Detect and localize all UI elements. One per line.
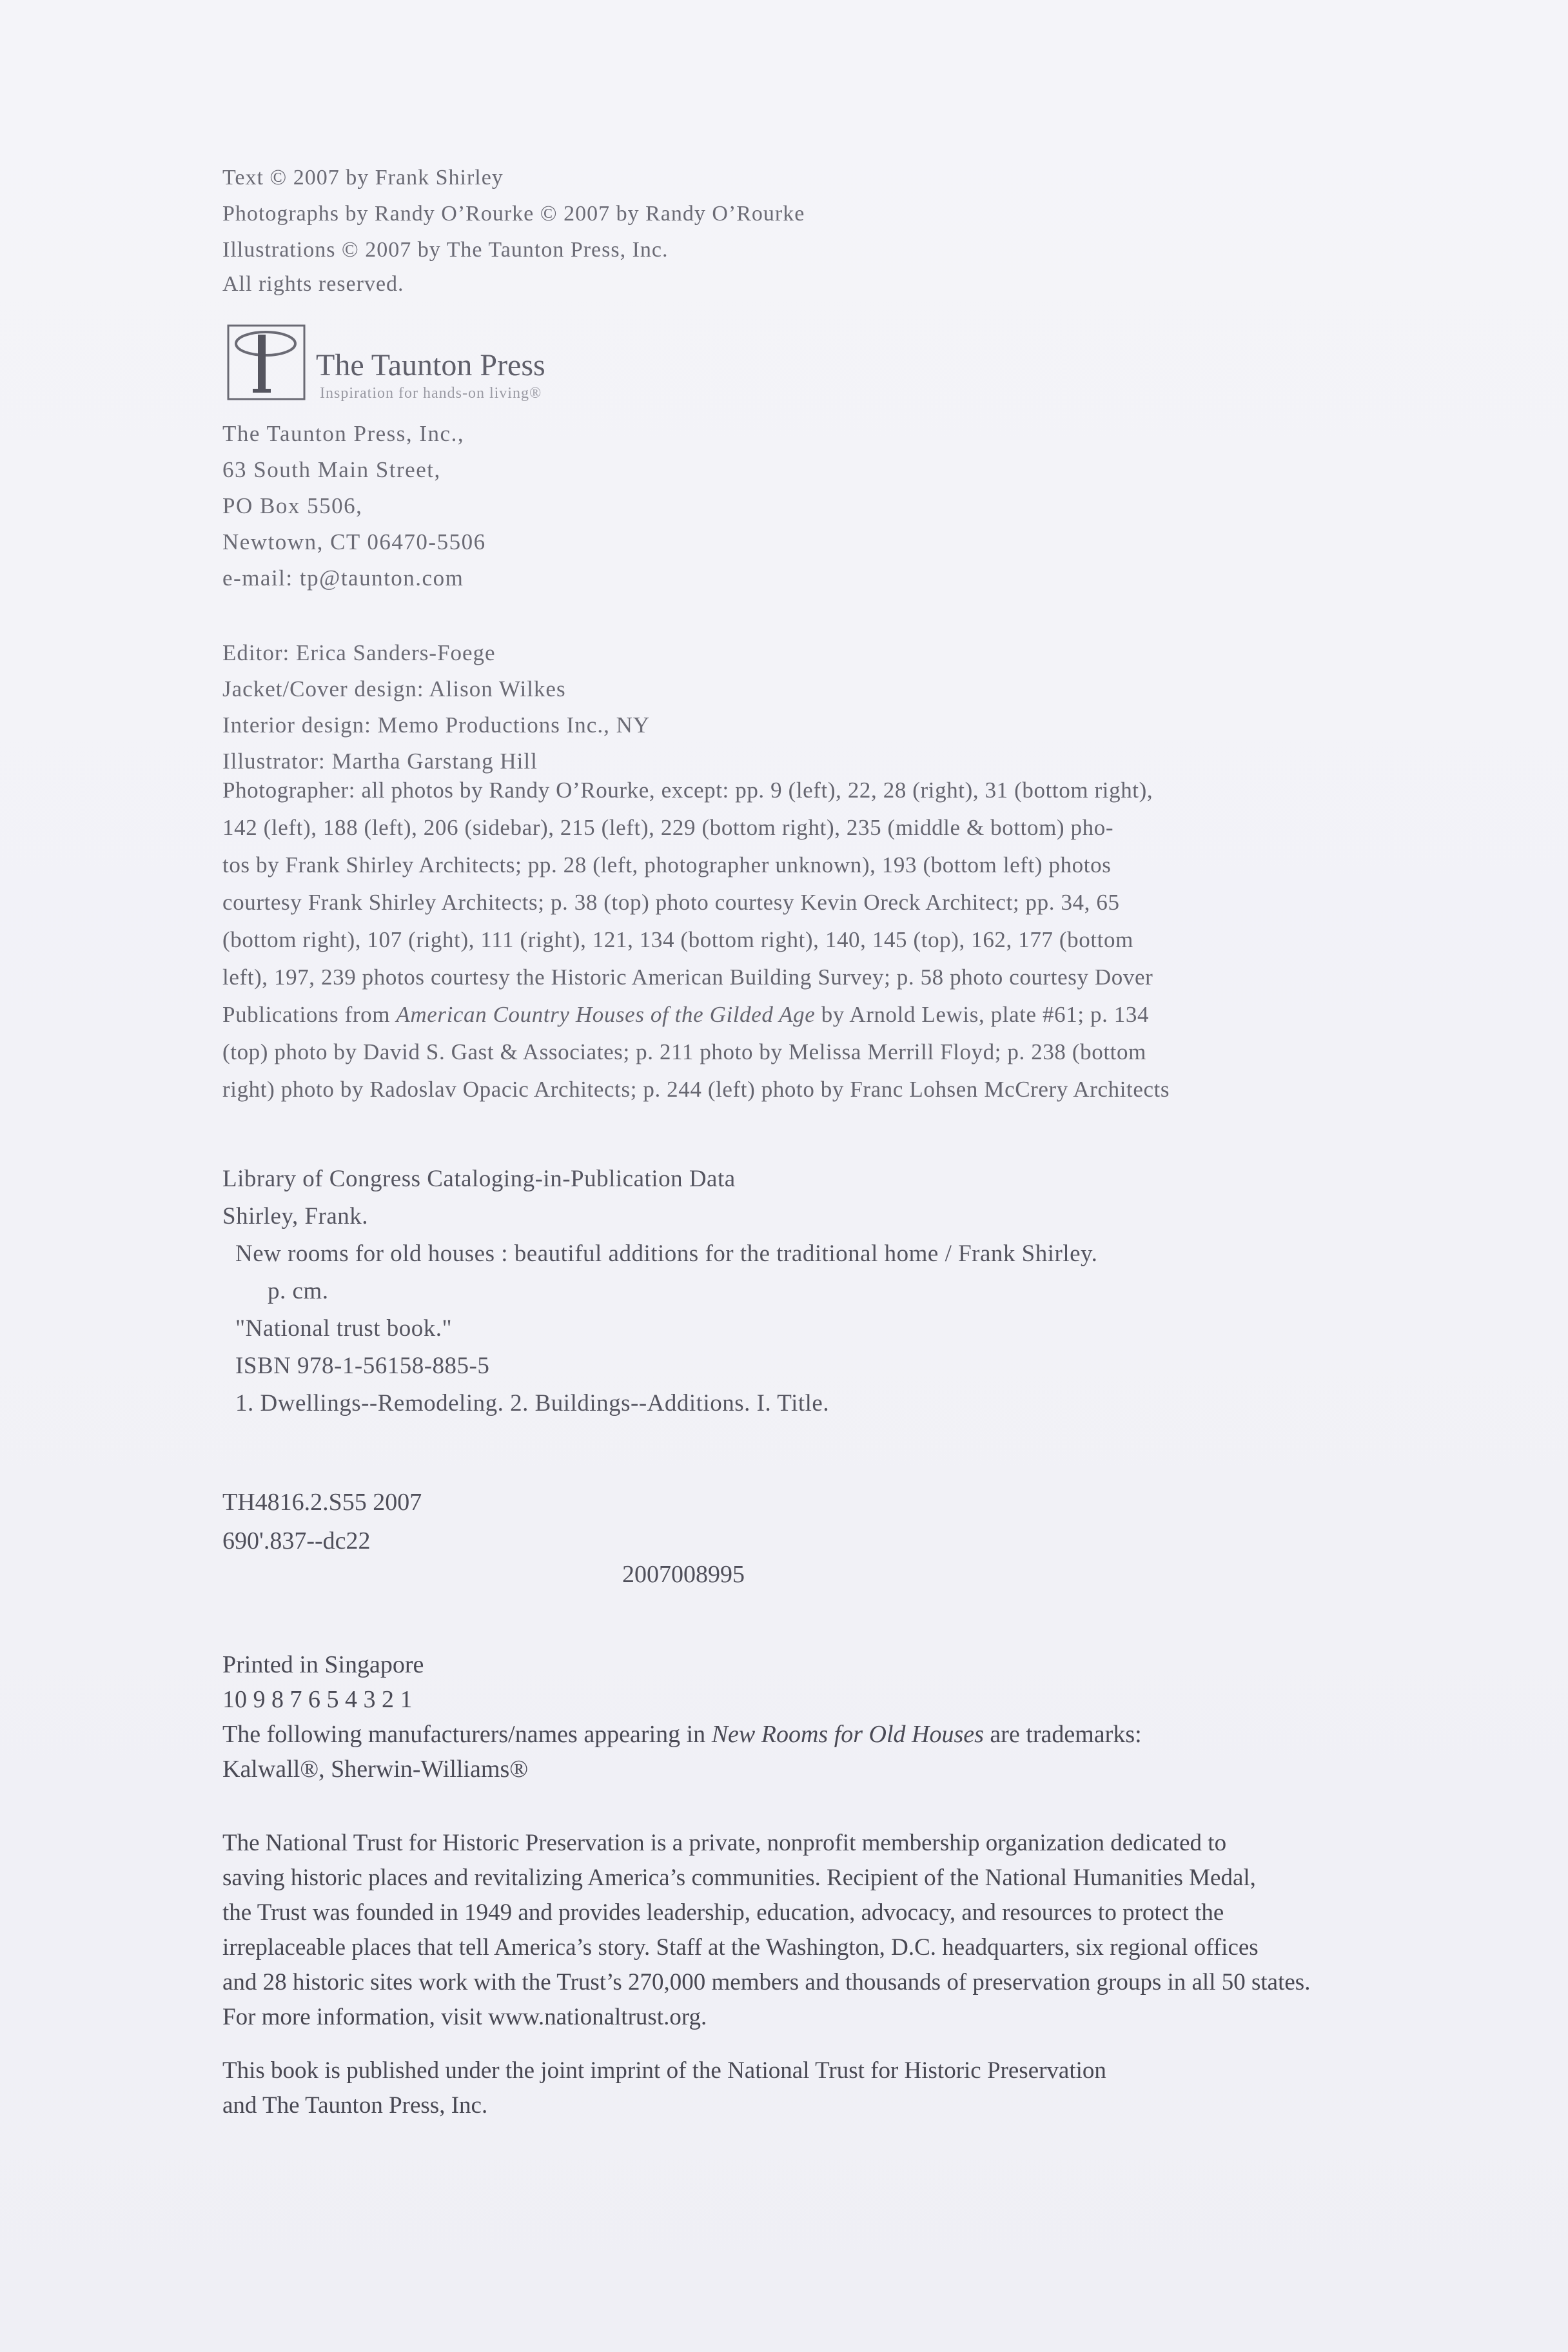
book-title-italic: New Rooms for Old Houses <box>711 1721 984 1748</box>
address-line: PO Box 5506, <box>222 493 363 518</box>
publisher-name: The Taunton Press <box>316 348 545 382</box>
trademarks-text: The following manufacturers/names appearing in <box>222 1721 712 1748</box>
email-line: e-mail: tp@taunton.com <box>222 565 464 591</box>
copyright-text-line: Text © 2007 by Frank Shirley <box>222 166 504 190</box>
photo-credit-line: 142 (left), 188 (left), 206 (sidebar), 215 (left), 229 (bottom right), 235 (middle & bottom) pho- <box>222 815 1114 840</box>
address-line: The Taunton Press, Inc., <box>222 421 465 446</box>
taunton-press-logo-icon <box>227 324 306 400</box>
cataloging-in-publication-data <box>222 1161 1097 1422</box>
imprint-line: and The Taunton Press, Inc. <box>222 2092 488 2119</box>
photo-credit-line: (bottom right), 107 (right), 111 (right), 121, 134 (bottom right), 140, 145 (top), 162, 177 (bottom <box>222 927 1133 952</box>
photo-credit-line: left), 197, 239 photos courtesy the Historic American Building Survey; p. 58 photo courtesy Dover <box>222 965 1153 990</box>
printed-in: Printed in Singapore <box>222 1651 424 1678</box>
copyright-illustrations-line: Illustrations © 2007 by The Taunton Press, Inc. <box>222 238 669 262</box>
copyright-photographs-line: Photographs by Randy O’Rourke © 2007 by Randy O’Rourke <box>222 202 805 226</box>
dewey-number: 690'.837--dc22 <box>222 1527 371 1554</box>
copyright-notice <box>222 160 805 268</box>
printing-numbers: 10 9 8 7 6 5 4 3 2 1 <box>222 1686 413 1713</box>
photo-credit-line: courtesy Frank Shirley Architects; p. 38 (top) photo courtesy Kevin Oreck Architect; pp. 34, 65 <box>222 890 1120 915</box>
photo-credit-line: (top) photo by David S. Gast & Associates; p. 211 photo by Melissa Merrill Floyd; p. 238 (bottom <box>222 1039 1146 1064</box>
national-trust-line: saving historic places and revitalizing America’s communities. Recipient of the National Humanities Medal, <box>222 1865 1256 1891</box>
national-trust-statement <box>222 1826 1310 2035</box>
photo-credit-line: Photographer: all photos by Randy O’Rourke, except: pp. 9 (left), 22, 28 (right), 31 (bottom right), <box>222 778 1153 803</box>
photo-credit-text: Publications from <box>222 1002 397 1027</box>
staff-credits <box>222 635 650 779</box>
joint-imprint-statement <box>222 2053 1106 2123</box>
national-trust-line: the Trust was founded in 1949 and provides leadership, education, advocacy, and resources to protect the <box>222 1899 1224 1926</box>
classification-numbers <box>222 1483 422 1560</box>
publisher-address <box>222 416 486 596</box>
illustrator-credit: Illustrator: Martha Garstang Hill <box>222 749 538 774</box>
cip-series: "National trust book." <box>235 1315 453 1342</box>
cip-heading: Library of Congress Cataloging-in-Publication Data <box>222 1166 736 1192</box>
photo-credit-line <box>222 996 1170 1034</box>
photo-credit-line: tos by Frank Shirley Architects; pp. 28 (left, photographer unknown), 193 (bottom left) photos <box>222 852 1112 877</box>
lc-call-number: TH4816.2.S55 2007 <box>222 1489 422 1516</box>
national-trust-website: For more information, visit www.nationaltrust.org. <box>222 2004 707 2030</box>
trademarks-statement <box>222 1717 1142 1752</box>
interior-design-credit: Interior design: Memo Productions Inc., NY <box>222 712 651 738</box>
book-title-italic: American Country Houses of the Gilded Age <box>396 1002 816 1027</box>
imprint-line: This book is published under the joint imprint of the National Trust for Historic Preservation <box>222 2057 1106 2084</box>
cover-design-credit: Jacket/Cover design: Alison Wilkes <box>222 676 566 701</box>
cip-pages: p. cm. <box>268 1278 329 1304</box>
national-trust-line: irreplaceable places that tell America’s story. Staff at the Washington, D.C. headquarters, six regional offices <box>222 1934 1259 1961</box>
lccn-number: 2007008995 <box>622 1561 745 1588</box>
editor-credit: Editor: Erica Sanders-Foege <box>222 640 496 665</box>
trademarks-list: Kalwall®, Sherwin-Williams® <box>222 1756 529 1783</box>
national-trust-line: The National Trust for Historic Preservation is a private, nonprofit membership organization dedicated to <box>222 1830 1227 1856</box>
trademarks-text: are trademarks: <box>983 1721 1142 1748</box>
photographer-credits <box>222 772 1170 1108</box>
photo-credit-line: right) photo by Radoslav Opacic Architects; p. 244 (left) photo by Franc Lohsen McCrery Architects <box>222 1077 1170 1102</box>
address-line: 63 South Main Street, <box>222 457 441 482</box>
cip-isbn: ISBN 978-1-56158-885-5 <box>235 1353 490 1379</box>
cip-author: Shirley, Frank. <box>222 1203 369 1230</box>
address-line: Newtown, CT 06470-5506 <box>222 529 486 554</box>
printing-info <box>222 1647 1142 1787</box>
all-rights-reserved: All rights reserved. <box>222 272 404 296</box>
cip-title: New rooms for old houses : beautiful additions for the traditional home / Frank Shirley. <box>235 1240 1098 1267</box>
national-trust-line: and 28 historic sites work with the Trust’s 270,000 members and thousands of preservation groups in all 50 states. <box>222 1969 1311 1995</box>
taunton-press-logo <box>227 324 730 408</box>
cip-subjects: 1. Dwellings--Remodeling. 2. Buildings--Additions. I. Title. <box>235 1390 830 1416</box>
photo-credit-text: by Arnold Lewis, plate #61; p. 134 <box>815 1002 1150 1027</box>
publisher-tagline: Inspiration for hands-on living® <box>320 385 542 402</box>
